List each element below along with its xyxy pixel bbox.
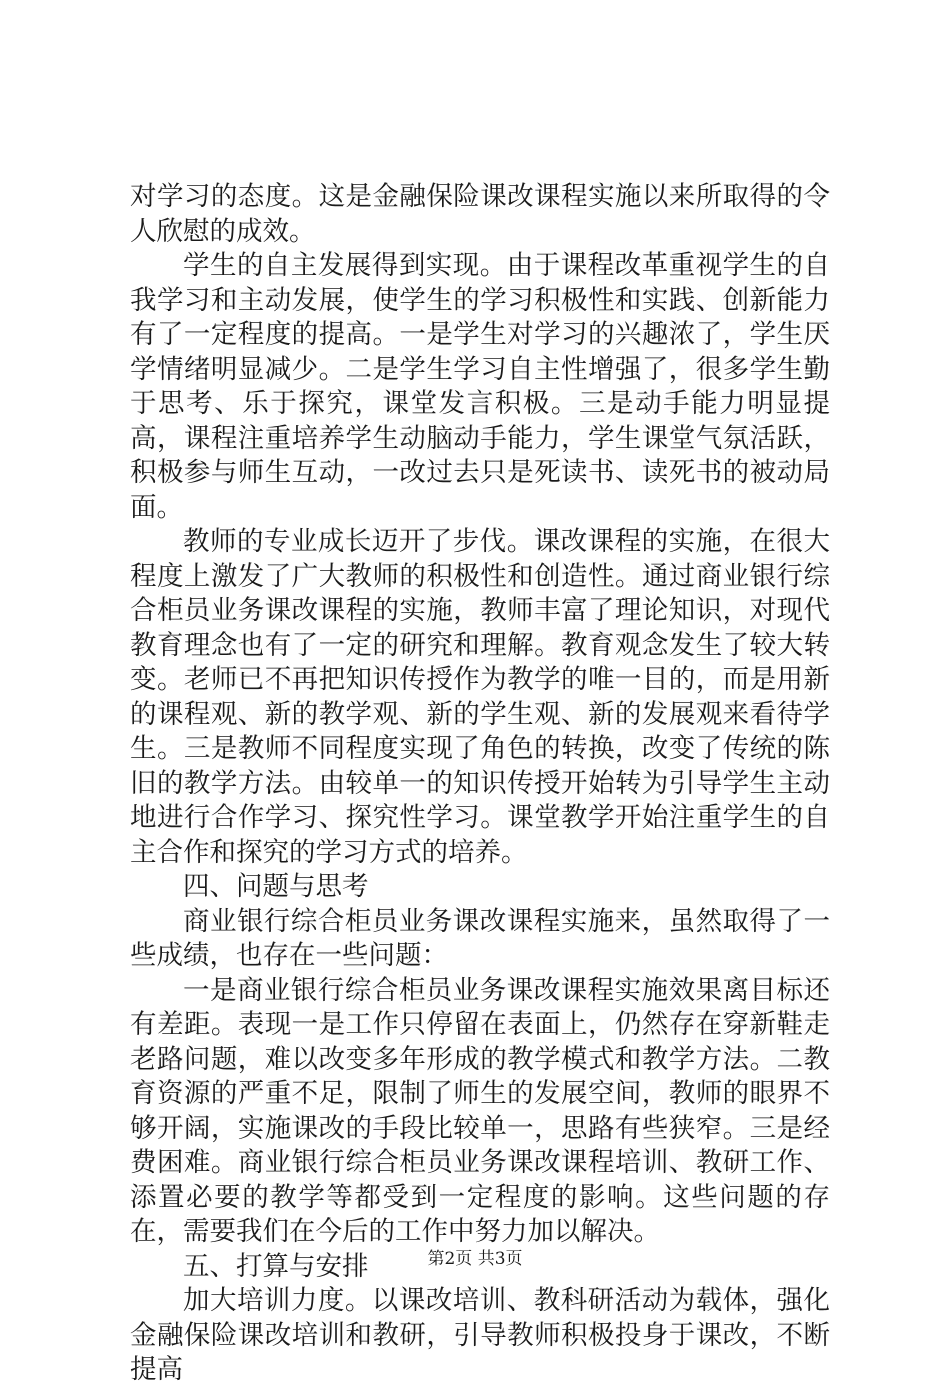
paragraph-student-development: 学生的自主发展得到实现。由于课程改革重视学生的自我学习和主动发展，使学生的学习积极性和实践、创新能力有了一定程度的提高。一是学生对学习的兴趣浓了，学生厌学情绪明显减少。二是学生学习自主性增强了，很多学生勤于思考、乐于探究，课堂发言积极。三是动手能力明显提高，课程注重培养学生动脑动手能力，学生课堂气氛活跃，积极参与师生互动，一改过去只是死读书、读死书的被动局面。	[130, 250, 830, 523]
page-number-footer: 第2页 共3页	[427, 1249, 523, 1269]
paragraph-continuation: 对学习的态度。这是金融保险课改课程实施以来所取得的令人欣慰的成效。	[130, 181, 830, 247]
paragraph-problems-intro: 商业银行综合柜员业务课改课程实施来，虽然取得了一些成绩，也存在一些问题：	[130, 905, 830, 971]
section-heading-problems: 四、问题与思考	[183, 871, 369, 902]
document-body	[130, 180, 830, 1388]
section-heading-plans: 五、打算与安排	[183, 1250, 369, 1282]
paragraph-problems-detail: 一是商业银行综合柜员业务课改课程实施效果离目标还有差距。表现一是工作只停留在表面上，仍然存在穿新鞋走老路问题，难以改变多年形成的教学模式和教学方法。二教育资源的严重不足，限制了师生的发展空间，教师的眼界不够开阔，实施课改的手段比较单一，思路有些狭窄。三是经费困难。商业银行综合柜员业务课改课程培训、教研工作、添置必要的教学等都受到一定程度的影响。这些问题的存在，需要我们在今后的工作中努力加以解决。	[130, 974, 830, 1247]
paragraph-training: 加大培训力度。以课改培训、教科研活动为载体，强化金融保险课改培训和教研，引导教师积极投身于课改，不断提高	[130, 1285, 830, 1385]
paragraph-teacher-growth: 教师的专业成长迈开了步伐。课改课程的实施，在很大程度上激发了广大教师的积极性和创造性。通过商业银行综合柜员业务课改课程的实施，教师丰富了理论知识，对现代教育理念也有了一定的研究和理解。教育观念发生了较大转变。老师已不再把知识传授作为教学的唯一目的，而是用新的课程观、新的教学观、新的学生观、新的发展观来看待学生。三是教师不同程度实现了角色的转换，改变了传统的陈旧的教学方法。由较单一的知识传授开始转为引导学生主动地进行合作学习、探究性学习。课堂教学开始注重学生的自主合作和探究的学习方式的培养。	[130, 526, 830, 868]
